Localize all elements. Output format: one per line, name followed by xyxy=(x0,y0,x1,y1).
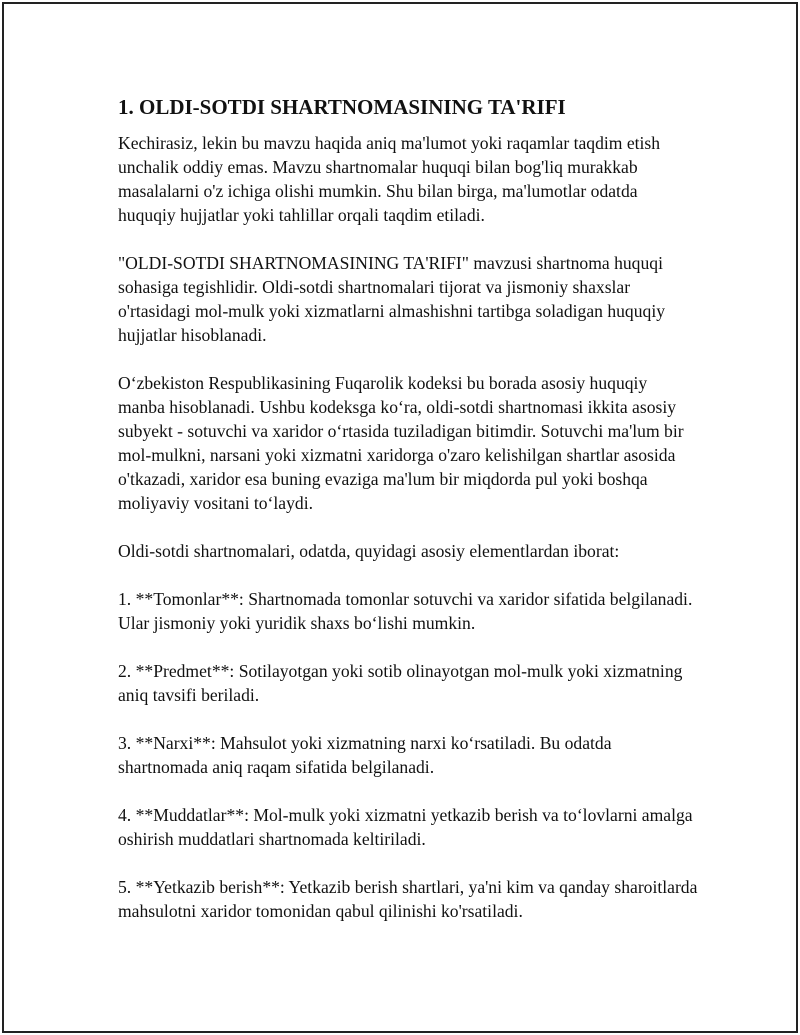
list-item-terms: 4. **Muddatlar**: Mol-mulk yoki xizmatni yetkazib berish va to‘lovlarni amalga oshirish muddatlari shartnomada keltiriladi. xyxy=(118,805,693,849)
document-body xyxy=(118,93,698,947)
document-title: 1. OLDI-SOTDI SHARTNOMASINING TA'RIFI xyxy=(118,95,566,119)
list-item-subject: 2. **Predmet**: Sotilayotgan yoki sotib olinayotgan mol-mulk yoki xizmatning aniq tavsifi beriladi. xyxy=(118,661,683,705)
list-item-parties: 1. **Tomonlar**: Shartnomada tomonlar sotuvchi va xaridor sifatida belgilanadi. Ular jismoniy yoki yuridik shaxs bo‘lishi mumkin. xyxy=(118,589,693,633)
paragraph-civil-code: O‘zbekiston Respublikasining Fuqarolik kodeksi bu borada asosiy huquqiy manba hisoblanadi. Ushbu kodeksga ko‘ra, oldi-sotdi shartnomasi ikkita asosiy subyekt - sotuvchi va xaridor o‘rtasida tuziladigan bitimdir. Sotuvchi ma'lum bir mol-mulkni, narsani yoki xizmatni xaridorga o'zaro kelishilgan shartlar asosida o'tkazadi, xaridor esa buning evaziga ma'lum bir miqdorda pul yoki boshqa moliyaviy vositani to‘laydi. xyxy=(118,373,684,513)
list-item-delivery: 5. **Yetkazib berish**: Yetkazib berish shartlari, ya'ni kim va qanday sharoitlarda mahsulotni xaridor tomonidan qabul qilinishi ko'rsatiladi. xyxy=(118,877,698,921)
paragraph-intro: Kechirasiz, lekin bu mavzu haqida aniq ma'lumot yoki raqamlar taqdim etish unchalik oddiy emas. Mavzu shartnomalar huquqi bilan bog'liq murakkab masalalarni o'z ichiga olishi mumkin. Shu bilan birga, ma'lumotlar odatda huquqiy hujjatlar yoki tahlillar orqali taqdim etiladi. xyxy=(118,133,661,225)
paragraph-elements-intro: Oldi-sotdi shartnomalari, odatda, quyidagi asosiy elementlardan iborat: xyxy=(118,541,620,561)
list-item-price: 3. **Narxi**: Mahsulot yoki xizmatning narxi ko‘rsatiladi. Bu odatda shartnomada aniq raqam sifatida belgilanadi. xyxy=(118,733,612,777)
paragraph-topic: "OLDI-SOTDI SHARTNOMASINING TA'RIFI" mavzusi shartnoma huquqi sohasiga tegishlidir. Oldi-sotdi shartnomalari tijorat va jismoniy shaxslar o'rtasidagi mol-mulk yoki xizmatlarni almashishni tartibga soladigan huquqiy hujjatlar hisoblanadi. xyxy=(118,253,666,345)
